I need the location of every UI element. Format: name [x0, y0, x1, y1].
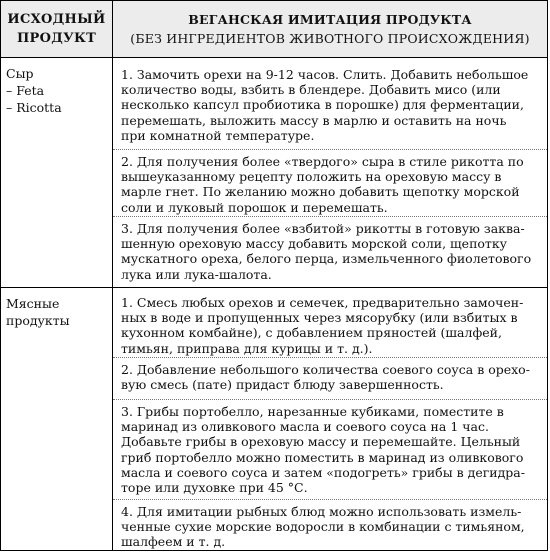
- product-cell: [1, 58, 113, 287]
- recipe-line: гриб портобелло можно поместить в маринад из оливкового: [121, 449, 524, 465]
- recipe-line: марле гнет. По желанию можно добавить щепотку морской: [121, 184, 520, 200]
- recipe-line: ных в воде и пропущенных через мясорубку (или взбитых в: [121, 310, 518, 326]
- recipe-step: [113, 149, 547, 216]
- recipe-line: 1. Замочить орехи на 9-12 часов. Слить. Добавить небольшое: [121, 67, 529, 82]
- recipe-line: 3. Грибы портобелло, нарезанные кубиками, поместите в: [121, 404, 504, 419]
- header-subtitle: (БЕЗ ИНГРЕДИЕНТОВ ЖИВОТНОГО ПРОИСХОЖДЕНИЯ): [130, 31, 530, 46]
- header-left-line: ПРОДУКТ: [16, 31, 97, 46]
- recipe-line: соли и луковый порошок и перемешать.: [121, 199, 388, 215]
- recipe-line: 2. Для получения более «твердого» сыра в стиле рикотта по: [121, 154, 524, 169]
- recipe-line: шалфеем и т. д.: [121, 534, 226, 550]
- recipe-line: Добавьте грибы в ореховую массу и перемешайте. Цельный: [121, 434, 521, 450]
- recipe-cell: [113, 58, 547, 287]
- recipe-line: шенную ореховую массу добавить морской соли, щепотку: [121, 236, 508, 252]
- recipe-step: [113, 357, 547, 399]
- recipe-line: лука или лука-шалота.: [121, 266, 272, 282]
- recipe-line: кухонном комбайне), с добавлением пряностей (шалфей,: [121, 325, 502, 341]
- product-variant: – Ricotta: [6, 100, 62, 115]
- recipe-line: 3. Для получения более «взбитой» рикотты в готовую заква-: [121, 221, 525, 236]
- recipe-step: [113, 399, 547, 499]
- product-name: Мясные: [6, 296, 60, 311]
- recipe-line: несколько капсул пробиотика в порошке) для ферментации,: [121, 97, 524, 113]
- table-row: [1, 287, 547, 550]
- recipe-line: маринад из оливкового масла и соевого соуса на 1 час.: [121, 419, 489, 435]
- recipe-line: при комнатной температуре.: [121, 127, 315, 143]
- recipe-step: [113, 58, 547, 149]
- recipe-line: вую смесь (пате) придаст блюду завершенность.: [121, 377, 444, 393]
- product-name: продукты: [6, 313, 70, 328]
- product-cell: [1, 288, 113, 550]
- recipe-step: [113, 288, 547, 357]
- recipe-line: количество воды, взбить в блендере. Добавить мисо (или: [121, 82, 501, 98]
- recipe-line: 4. Для имитации рыбных блюд можно использовать измель-: [121, 504, 522, 519]
- recipe-line: 2. Добавление небольшого количества соевого соуса в орехо-: [121, 362, 530, 377]
- recipe-line: масла и соевого соуса и затем «подогреть» грибы в дегидра-: [121, 464, 525, 480]
- table-row: [1, 57, 547, 287]
- recipe-cell: [113, 288, 547, 550]
- recipe-line: тимьян, приправа для курицы и т. д.).: [121, 340, 373, 356]
- recipe-line: перемешать, выложить массу в марлю и оставить на ночь: [121, 112, 507, 128]
- recipe-line: 1. Смесь любых орехов и семечек, предварительно замочен-: [121, 295, 524, 310]
- header-left-line: ИСХОДНЫЙ: [7, 12, 106, 27]
- recipe-step: [113, 499, 547, 550]
- table-header: [1, 1, 547, 57]
- recipe-line: мускатного ореха, белого перца, измельченного фиолетового: [121, 251, 532, 267]
- header-title: ВЕГАНСКАЯ ИМИТАЦИЯ ПРОДУКТА: [188, 12, 472, 27]
- product-name: Сыр: [6, 66, 34, 81]
- recipe-line: торе или духовке при 45 °С.: [121, 480, 308, 496]
- recipe-line: вышеуказанному рецепту положить на ореховую массу в: [121, 169, 502, 185]
- recipe-step: [113, 216, 547, 287]
- product-variant: – Feta: [6, 83, 45, 98]
- header-original-product: [1, 1, 113, 57]
- header-vegan-imitation: [113, 1, 547, 57]
- recipe-line: ченные сухие морские водоросли в комбинации с тимьяном,: [121, 519, 525, 535]
